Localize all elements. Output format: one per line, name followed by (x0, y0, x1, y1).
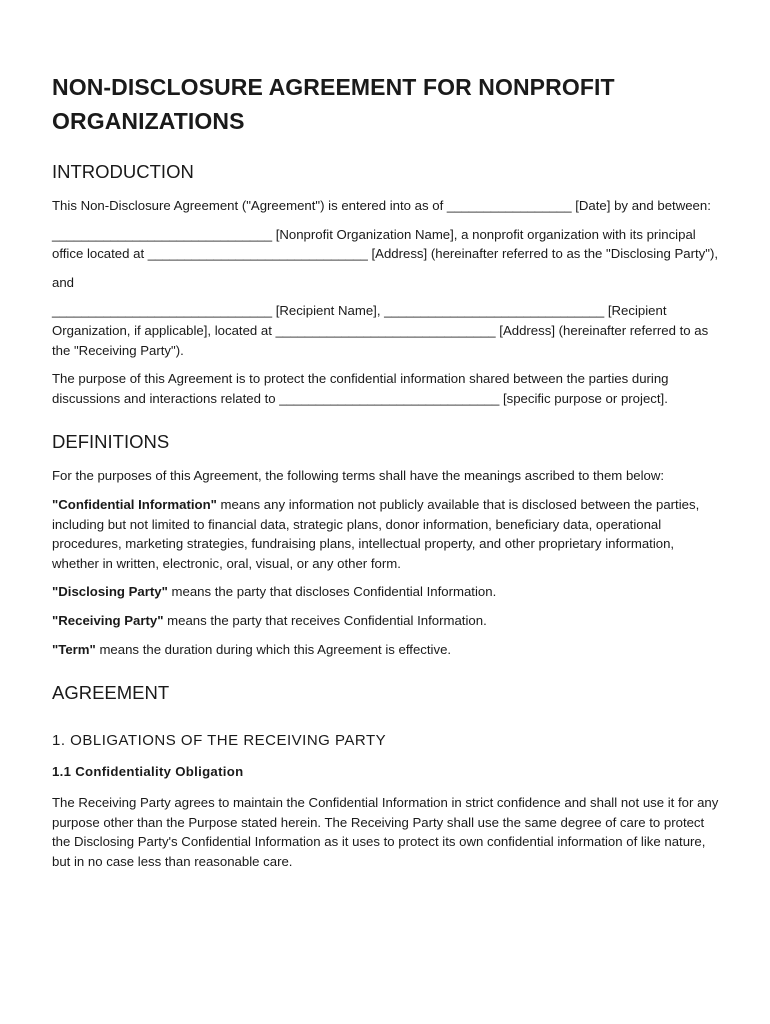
definition-text: means the party that discloses Confidential Information. (167, 584, 497, 600)
definition-text: means the party that receives Confidential Information. (163, 612, 487, 628)
definitions-intro: For the purposes of this Agreement, the following terms shall have the meanings ascribed to them below: (52, 468, 665, 484)
definition-text: means any information not publicly available that is disclosed between the parties, including but not limited to financial data, strategic plans, donor information, beneficiary data, operational procedures, marketing strategies, fundraising plans, intellectual property, and other proprietary information, whether in written, electronic, oral, visual, or any other form. (52, 496, 700, 571)
agreement-heading: AGREEMENT (52, 682, 170, 704)
intro-paragraph-5: The purpose of this Agreement is to protect the confidential information shared between the parties during discussions and interactions related to ______________________________ [specific purpose or project]. (52, 371, 669, 406)
definition-item (52, 582, 720, 602)
section-1-heading: 1. OBLIGATIONS OF THE RECEIVING PARTY (52, 732, 387, 750)
definition-text: means the duration during which this Agreement is effective. (95, 641, 452, 657)
introduction-heading: INTRODUCTION (52, 161, 194, 182)
definition-term: "Confidential Information" (52, 496, 217, 512)
definition-item (52, 495, 720, 573)
definition-term: "Disclosing Party" (52, 584, 168, 600)
document-title: NON-DISCLOSURE AGREEMENT FOR NONPROFIT ORGANIZATIONS (52, 74, 615, 134)
definition-term: "Term" (52, 641, 96, 657)
definition-term: "Receiving Party" (52, 612, 164, 628)
subsection-1-1-heading: 1.1 Confidentiality Obligation (52, 764, 244, 780)
definitions-heading: DEFINITIONS (52, 431, 170, 453)
subsection-1-1-text: The Receiving Party agrees to maintain the Confidential Information in strict confidence and shall not use it for any purpose other than the Purpose stated herein. The Receiving Party shall use the same degree of care to protect the Disclosing Party's Confidential Information as it uses to protect its own confidential information of like nature, but in no case less than reasonable care. (52, 795, 719, 869)
definition-item (52, 611, 720, 631)
intro-paragraph-3: and (52, 274, 75, 290)
intro-paragraph-2: ______________________________ [Nonprofit Organization Name], a nonprofit organization with its principal office located at ______________________________ [Address] (hereinafter referred to as the "Disclosing Party"), (52, 226, 719, 262)
definition-item (52, 640, 720, 660)
intro-paragraph-1: This Non-Disclosure Agreement ("Agreement") is entered into as of _________________ [Date] by and between: (52, 198, 711, 213)
intro-paragraph-4: ______________________________ [Recipient Name], ______________________________ [Recipient Organization, if applicable], located at ______________________________ [Address] (hereinafter referred to as the "Receiving Party"). (52, 303, 709, 358)
